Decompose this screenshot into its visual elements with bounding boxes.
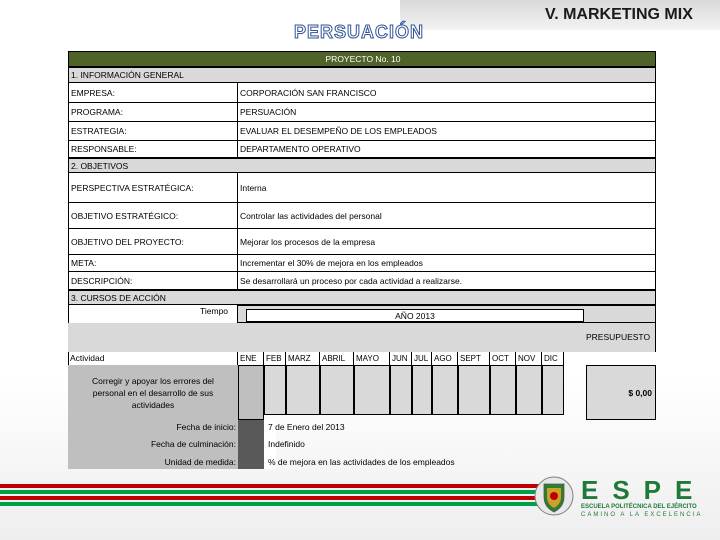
budget-header-band — [68, 323, 656, 352]
objective-row — [68, 255, 656, 272]
activity-text: Corregir y apoyar los errores del personal en el desarrollo de sus actividades — [68, 365, 238, 420]
month-cell — [354, 365, 390, 415]
section3-title-row — [68, 290, 656, 305]
detail-value: Indefinido — [268, 439, 305, 449]
month-cell — [390, 365, 412, 415]
month-cell — [412, 365, 432, 415]
shield-emblem-icon — [533, 475, 575, 517]
month-label: MAYO — [354, 352, 390, 365]
objective-row — [68, 272, 656, 290]
section1-title: 1. INFORMACIÓN GENERAL — [68, 67, 656, 83]
section2-title-row — [68, 158, 656, 173]
month-cell — [264, 365, 286, 415]
detail-value: % de mejora en las actividades de los empleados — [268, 457, 455, 467]
project-sheet — [68, 51, 656, 469]
info-value: EVALUAR EL DESEMPEÑO DE LOS EMPLEADOS — [238, 122, 656, 140]
month-cell — [320, 365, 354, 415]
red-stripe — [0, 484, 540, 488]
month-header — [238, 352, 564, 365]
month-cell — [286, 365, 320, 415]
objective-label: OBJETIVO DEL PROYECTO: — [68, 229, 238, 254]
month-cell — [516, 365, 542, 415]
month-cells — [264, 365, 564, 415]
logo-line1: ESCUELA POLITÉCNICA DEL EJÉRCITO — [581, 504, 697, 510]
info-value: DEPARTAMENTO OPERATIVO — [238, 141, 656, 157]
activity-label: Actividad — [70, 353, 105, 363]
objective-label: DESCRIPCIÓN: — [68, 272, 238, 289]
logo-line2: CAMINO A LA EXCELENCIA — [581, 512, 703, 518]
info-label: ESTRATEGIA: — [68, 122, 238, 140]
month-label: NOV — [516, 352, 542, 365]
info-row — [68, 122, 656, 141]
objective-row — [68, 229, 656, 255]
month-cell — [238, 365, 264, 420]
month-label: JUN — [390, 352, 412, 365]
logo-name: ESPE — [581, 475, 707, 505]
green-stripe — [0, 502, 540, 506]
info-label: RESPONSABLE: — [68, 141, 238, 157]
objective-value: Incrementar el 30% de mejora en los empleados — [238, 255, 656, 271]
project-banner: PROYECTO No. 10 — [68, 51, 656, 67]
info-label: PROGRAMA: — [68, 103, 238, 121]
objective-label: OBJETIVO ESTRATÉGICO: — [68, 203, 238, 228]
budget-label: PRESUPUESTO — [586, 332, 651, 342]
info-row — [68, 83, 656, 103]
main-title: PERSUACIÓN — [294, 22, 425, 42]
month-cell — [542, 365, 564, 415]
month-cell — [490, 365, 516, 415]
month-cell — [458, 365, 490, 415]
month-label: AGO — [432, 352, 458, 365]
month-cell — [432, 365, 458, 415]
month-label: JUL — [412, 352, 432, 365]
info-value: PERSUACIÓN — [238, 103, 656, 121]
info-row — [68, 141, 656, 158]
project-banner-row — [68, 51, 656, 67]
month-label: FEB — [264, 352, 286, 365]
objective-value: Controlar las actividades del personal — [238, 203, 656, 228]
detail-label: Fecha de inicio: — [176, 422, 236, 432]
slide-title: V. MARKETING MIX — [545, 6, 693, 23]
info-row — [68, 103, 656, 122]
detail-label: Unidad de medida: — [164, 457, 236, 467]
budget-value: $ 0,00 — [586, 365, 656, 420]
detail-label: Fecha de culminación: — [150, 439, 236, 449]
month-label: MARZ — [286, 352, 320, 365]
objective-value: Se desarrollará un proceso por cada actividad a realizarse. — [238, 272, 656, 289]
objective-row — [68, 203, 656, 229]
objective-row — [68, 173, 656, 203]
objective-label: PERSPECTIVA ESTRATÉGICA: — [68, 173, 238, 202]
section1-title-row — [68, 67, 656, 83]
objective-label: META: — [68, 255, 238, 271]
info-label: EMPRESA: — [68, 83, 238, 102]
red-stripe — [0, 496, 540, 500]
month-label: ABRIL — [320, 352, 354, 365]
tiempo-label: Tiempo — [200, 306, 229, 316]
info-value: CORPORACIÓN SAN FRANCISCO — [238, 83, 656, 102]
green-stripe — [0, 490, 540, 494]
detail-value: 7 de Enero del 2013 — [268, 422, 345, 432]
objective-value: Mejorar los procesos de la empresa — [238, 229, 656, 254]
month-label: DIC — [542, 352, 564, 365]
month-label: ENE — [238, 352, 264, 365]
year-label: AÑO 2013 — [246, 309, 584, 322]
objective-value: Interna — [238, 173, 656, 202]
section2-title: 2. OBJETIVOS — [68, 158, 656, 173]
month-label: SEPT — [458, 352, 490, 365]
espe-logo — [533, 475, 713, 521]
details-dark-cell — [238, 420, 264, 469]
month-label: OCT — [490, 352, 516, 365]
section3-title: 3. CURSOS DE ACCIÓN — [68, 290, 656, 305]
